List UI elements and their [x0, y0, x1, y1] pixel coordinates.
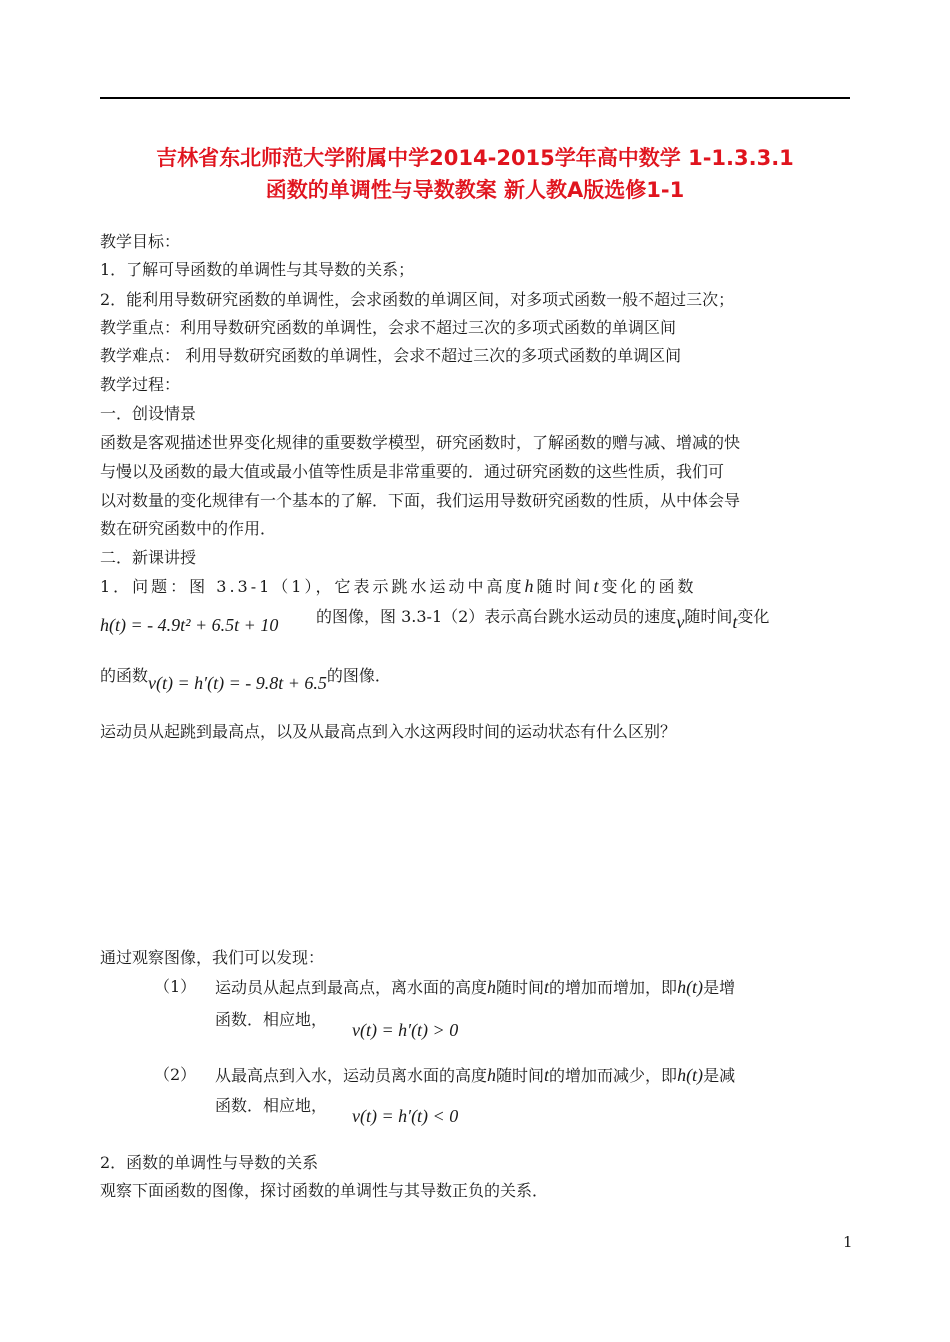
section1-paragraph-line4: 数在研究函数中的作用．	[100, 519, 277, 538]
objectives-heading: 教学目标：	[100, 232, 181, 251]
obs1-text-a: 运动员从起点到最高点，离水面的高度	[215, 978, 488, 997]
objective-1: 1．了解可导函数的单调性与其导数的关系；	[100, 260, 415, 279]
obs1-var-ht: h(t)	[677, 977, 704, 997]
question-line1	[100, 576, 697, 597]
question-line2	[316, 606, 770, 632]
doc-title-line2: 函数的单调性与导数教案 新人教A版选修1-1	[265, 178, 685, 202]
obs2-var-h: h	[487, 1065, 497, 1085]
obs1-text-d: 是增	[703, 978, 736, 997]
difficulty: 教学难点： 利用导数研究函数的单调性，会求不超过三次的多项式函数的单调区间	[100, 346, 682, 365]
observation-item2-line2: 函数．相应地，	[215, 1096, 328, 1115]
var-t: t	[593, 576, 602, 596]
formula-v: v(t) = h′(t) = - 9.8t + 6.5	[148, 673, 327, 693]
question-text-c: 变化的函数	[601, 577, 697, 596]
obs2-var-t: t	[544, 1065, 550, 1085]
question-text-e: 随时间	[684, 607, 733, 626]
var-h: h	[524, 576, 537, 596]
observation-item1-number: （1）	[154, 977, 197, 996]
observation-item1-line2: 函数．相应地，	[215, 1010, 328, 1029]
header-rule	[100, 97, 850, 99]
question-text-h: 的图像．	[326, 666, 391, 685]
doc-title-line1: 吉林省东北师范大学附属中学2014-2015学年高中数学 1-1.3.3.1	[156, 146, 794, 170]
question-text-b: 随时间	[536, 577, 594, 596]
question-prompt: 运动员从起跳到最高点，以及从最高点到入水这两段时间的运动状态有什么区别？	[100, 722, 677, 741]
question-text-d: 的图像，图 3.3-1（2）表示高台跳水运动员的速度	[316, 607, 677, 626]
var-t2: t	[732, 612, 738, 632]
observation-item2-line1	[215, 1065, 735, 1086]
section2-heading: 二．新课讲授	[100, 548, 197, 567]
page-number: 1	[843, 1233, 853, 1251]
observation-item1-formula: v(t) = h′(t) > 0	[352, 1020, 459, 1040]
section1-paragraph-line2: 与慢以及函数的最大值或最小值等性质是非常重要的．通过研究函数的这些性质，我们可	[100, 462, 725, 481]
objective-2: 2．能利用导数研究函数的单调性，会求函数的单调区间，对多项式函数一般不超过三次；	[100, 290, 735, 309]
section3-heading: 2．函数的单调性与导数的关系	[100, 1153, 319, 1172]
section1-heading: 一．创设情景	[100, 404, 197, 423]
section3-paragraph: 观察下面函数的图像，探讨函数的单调性与其导数正负的关系．	[100, 1181, 549, 1200]
obs2-text-b: 随时间	[496, 1066, 545, 1085]
observation-item1-line1	[215, 977, 735, 998]
observation-item2-number: （2）	[154, 1065, 197, 1084]
obs1-text-b: 随时间	[496, 978, 545, 997]
process-heading: 教学过程：	[100, 375, 181, 394]
obs2-var-ht: h(t)	[677, 1065, 704, 1085]
obs2-text-a: 从最高点到入水，运动员离水面的高度	[215, 1066, 488, 1085]
key-point: 教学重点：利用导数研究函数的单调性，会求不超过三次的多项式函数的单调区间	[100, 318, 677, 337]
var-v: v	[676, 612, 685, 632]
section1-paragraph-line3: 以对数量的变化规律有一个基本的了解．下面，我们运用导数研究函数的性质，从中体会导	[100, 491, 741, 510]
observation-item2-formula: v(t) = h′(t) < 0	[352, 1106, 459, 1126]
obs1-var-t: t	[544, 977, 550, 997]
obs1-var-h: h	[487, 977, 497, 997]
obs1-text-c: 的增加而增加，即	[549, 978, 678, 997]
observation-intro: 通过观察图像，我们可以发现：	[100, 948, 325, 967]
question-line3	[100, 665, 391, 693]
obs2-text-d: 是减	[703, 1066, 736, 1085]
formula-h: h(t) = - 4.9t² + 6.5t + 10	[100, 615, 279, 635]
obs2-text-c: 的增加而减少，即	[549, 1066, 678, 1085]
section1-paragraph-line1: 函数是客观描述世界变化规律的重要数学模型，研究函数时，了解函数的赠与减、增减的快	[100, 433, 741, 452]
question-text-a: 1．问题：图 3.3-1（1），它表示跳水运动中高度	[100, 577, 525, 596]
question-text-f: 变化	[737, 607, 770, 626]
question-text-g: 的函数	[100, 666, 149, 685]
